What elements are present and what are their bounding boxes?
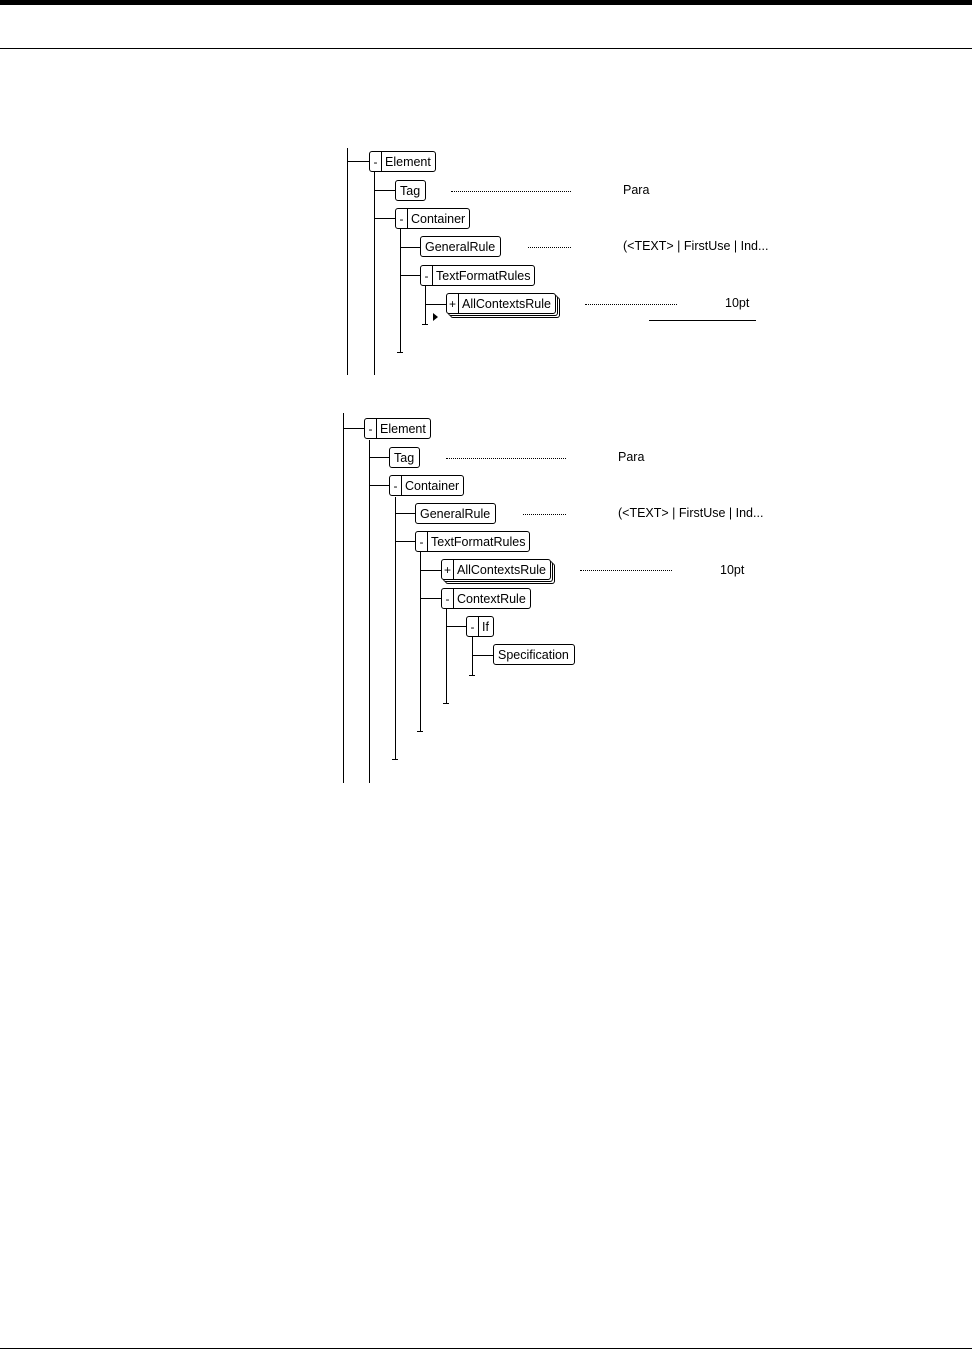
tree-line-end (469, 675, 475, 676)
tree-line (446, 607, 447, 704)
collapse-toggle[interactable]: - (390, 476, 402, 495)
node-label: AllContextsRule (457, 562, 546, 577)
tree-line (374, 218, 395, 219)
all-contexts-rule-value: 10pt (720, 563, 745, 577)
collapse-toggle[interactable]: - (396, 209, 408, 228)
tree-line (374, 172, 375, 375)
leader-dots (446, 458, 566, 459)
node-label: Element (385, 154, 431, 169)
tag-node[interactable] (395, 180, 426, 201)
tree-line-end (392, 759, 398, 760)
tree-line (369, 457, 389, 458)
container-node[interactable] (389, 475, 464, 496)
leader-dots (580, 570, 672, 571)
specification-node[interactable] (493, 644, 575, 665)
tag-value: Para (623, 183, 650, 197)
leader-dots (528, 247, 571, 248)
tree-line (420, 552, 421, 732)
node-label: Element (380, 421, 426, 436)
tree-line (369, 440, 370, 783)
expand-toggle[interactable]: + (442, 560, 454, 579)
tree-line (425, 285, 426, 325)
insertion-point-icon (433, 313, 438, 321)
collapse-toggle[interactable]: - (467, 617, 479, 636)
tree-line (420, 598, 441, 599)
node-label: AllContextsRule (462, 296, 551, 311)
context-rule-node[interactable] (441, 588, 531, 609)
general-rule-node[interactable] (420, 236, 501, 257)
all-contexts-rule-node[interactable] (446, 293, 556, 314)
node-label: Container (405, 478, 460, 493)
node-label: TextFormatRules (436, 268, 531, 283)
tree-line (395, 541, 415, 542)
general-rule-node[interactable] (415, 503, 496, 524)
tree-line-end (397, 352, 403, 353)
tree-line (472, 636, 473, 676)
tree-line (343, 413, 344, 783)
node-label: GeneralRule (420, 506, 491, 521)
tree-line (400, 275, 420, 276)
node-label: TextFormatRules (431, 534, 526, 549)
tag-value: Para (618, 450, 645, 464)
node-label: Tag (400, 183, 421, 198)
tree-line (347, 161, 369, 162)
all-contexts-rule-value: 10pt (725, 296, 750, 310)
top-rule (0, 0, 972, 5)
element-node[interactable] (364, 418, 431, 439)
container-node[interactable] (395, 208, 470, 229)
element-node[interactable] (369, 151, 436, 172)
bottom-rule (0, 1348, 972, 1349)
node-label: Tag (394, 450, 415, 465)
general-rule-value: (<TEXT> | FirstUse | Ind... (623, 239, 769, 253)
collapse-toggle[interactable]: - (421, 266, 433, 285)
tree-line (343, 428, 364, 429)
node-label: Specification (498, 647, 569, 662)
tree-line-end (443, 703, 449, 704)
collapse-toggle[interactable]: - (416, 532, 428, 551)
tree-line (347, 148, 348, 375)
tree-line (446, 626, 466, 627)
expand-toggle[interactable]: + (447, 294, 459, 313)
node-label: Container (411, 211, 466, 226)
collapse-toggle[interactable]: - (365, 419, 377, 438)
tree-line-end (417, 731, 423, 732)
tree-line (420, 570, 441, 571)
tree-line (472, 655, 493, 656)
value-underline (649, 320, 756, 321)
collapse-toggle[interactable]: - (370, 152, 382, 171)
tree-line (369, 485, 389, 486)
tag-node[interactable] (389, 447, 420, 468)
tree-line (374, 190, 395, 191)
header-rule (0, 48, 972, 49)
tree-line (395, 513, 415, 514)
node-label: ContextRule (457, 591, 526, 606)
leader-dots (523, 514, 566, 515)
tree-line-end (422, 324, 428, 325)
text-format-rules-node[interactable] (415, 531, 530, 552)
tree-line (425, 304, 446, 305)
leader-dots (451, 191, 571, 192)
node-label: GeneralRule (425, 239, 496, 254)
all-contexts-rule-node[interactable] (441, 559, 551, 580)
if-node[interactable] (466, 616, 494, 637)
tree-line (395, 497, 396, 760)
node-label: If (482, 619, 489, 634)
general-rule-value: (<TEXT> | FirstUse | Ind... (618, 506, 764, 520)
leader-dots (585, 304, 677, 305)
tree-line (400, 247, 420, 248)
collapse-toggle[interactable]: - (442, 589, 454, 608)
text-format-rules-node[interactable] (420, 265, 535, 286)
